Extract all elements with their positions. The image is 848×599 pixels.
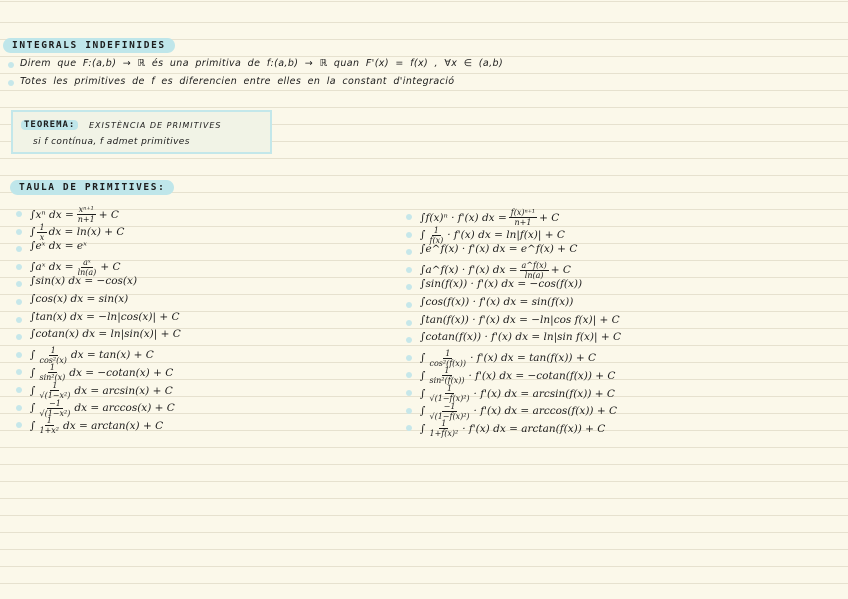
formula-rhs: · f'(x) dx = ln|f(x)| + C (447, 229, 565, 242)
bullet-icon (16, 229, 22, 235)
fraction-numerator: f(x)ⁿ⁺¹ (510, 208, 536, 217)
fraction (427, 384, 471, 403)
formula-rhs: + C (539, 211, 560, 224)
formula (420, 402, 617, 421)
fraction-numerator: 1 (441, 419, 447, 429)
fraction-numerator: aˣ (83, 257, 91, 267)
formula-lhs: ∫cos(f(x)) · f'(x) dx = sin(f(x)) (420, 296, 574, 308)
bullet-icon (406, 337, 412, 343)
fraction (37, 346, 68, 365)
formula-rhs: dx = tan(x) + C (70, 349, 154, 362)
formula-rhs: dx = arctan(x) + C (63, 419, 164, 432)
formula-lhs: ∫ (420, 352, 426, 365)
fraction-denominator: n+1 (514, 218, 532, 227)
formula-rhs: · f'(x) dx = arctan(f(x)) + C (462, 422, 606, 435)
fraction-numerator: 1 (446, 384, 453, 393)
formula-rhs: · f'(x) dx = tan(f(x)) + C (470, 352, 597, 365)
formula-rhs: dx = arccos(x) + C (74, 402, 175, 415)
fraction-denominator: x (39, 232, 45, 242)
fraction-denominator: √(1−f(x)²) (429, 394, 470, 403)
fraction-numerator: 1 (46, 416, 52, 426)
fraction-numerator: 1 (444, 366, 450, 376)
formula-lhs: ∫ (30, 349, 36, 362)
fraction (37, 223, 46, 242)
fraction-denominator: n+1 (77, 215, 95, 224)
fraction (76, 205, 97, 224)
fraction-numerator: 1 (49, 363, 55, 373)
page-title: INTEGRALS INDEFINIDES (3, 38, 175, 53)
formula-rhs: · f'(x) dx = arcsin(f(x)) + C (473, 387, 615, 400)
bullet-icon (16, 211, 22, 217)
formula-lhs: ∫tan(f(x)) · f'(x) dx = −ln|cos f(x)| + C (420, 313, 620, 326)
formula (420, 208, 559, 227)
formula-rhs: · f'(x) dx = −cotan(f(x)) + C (468, 369, 616, 382)
formula (420, 278, 582, 290)
fraction-numerator: −1 (443, 401, 456, 411)
formula (30, 416, 163, 435)
formula-lhs: ∫aˣ dx = (30, 261, 74, 274)
formula-lhs: ∫ (420, 422, 426, 435)
formula (420, 366, 615, 385)
formula-rhs: + C (100, 261, 121, 274)
formula-rhs: dx = arcsin(x) + C (74, 384, 173, 397)
fraction-denominator: sin²(x) (39, 373, 66, 383)
bullet-icon (16, 422, 22, 428)
fraction (37, 399, 72, 418)
bullet-icon (406, 425, 412, 431)
formula (420, 314, 620, 326)
formula-lhs: ∫xⁿ dx = (30, 208, 74, 221)
fraction (427, 349, 468, 368)
bullet-icon (406, 355, 412, 361)
bullet-icon (16, 281, 22, 287)
fraction (427, 226, 445, 245)
bullet-icon (16, 264, 22, 270)
fraction-denominator: cos²(f(x)) (429, 358, 467, 368)
formula-lhs: ∫eˣ dx = eˣ (30, 240, 87, 253)
formula-rhs: dx = ln(x) + C (48, 226, 125, 239)
intro-line: Direm que F:(a,b) → ℝ és una primitiva de f:(a,b) → ℝ quan F'(x) = f(x) , ∀x ∈ (a,b) (20, 58, 504, 69)
bullet-icon (16, 369, 22, 375)
bullet-icon (406, 284, 412, 290)
bullet-icon (406, 267, 412, 273)
formula-lhs: ∫ (30, 384, 36, 397)
bullet-icon (406, 249, 412, 255)
formula-lhs: ∫ (420, 369, 426, 382)
bullet-icon (16, 405, 22, 411)
formula-rhs: + C (550, 264, 571, 277)
fraction (37, 363, 67, 382)
formula (420, 384, 615, 403)
bullet-icon (16, 334, 22, 340)
bullet-icon (406, 232, 412, 238)
fraction (427, 366, 466, 385)
fraction (76, 258, 99, 277)
formula-lhs: ∫a^f(x) · f'(x) dx = (420, 264, 518, 277)
formula-lhs: ∫tan(x) dx = −ln|cos(x)| + C (30, 310, 180, 323)
bullet-icon (16, 246, 22, 252)
fraction-denominator: f(x) (429, 235, 444, 245)
bullet-icon (16, 317, 22, 323)
bullet-icon (16, 299, 22, 305)
formula-lhs: ∫sin(f(x)) · f'(x) dx = −cos(f(x)) (420, 278, 583, 291)
formula (420, 349, 596, 368)
formula-lhs: ∫cos(x) dx = sin(x) (30, 293, 129, 305)
formula-lhs: ∫sin(x) dx = −cos(x) (30, 275, 138, 288)
formula-lhs: ∫f(x)ⁿ · f'(x) dx = (420, 211, 507, 224)
fraction-numerator: 1 (433, 225, 439, 235)
fraction-numerator: xⁿ⁺¹ (78, 205, 94, 214)
formula (30, 346, 154, 365)
bullet-icon (406, 408, 412, 414)
fraction-denominator: √(1−x²) (39, 391, 71, 400)
fraction-numerator: −1 (49, 398, 61, 408)
bullet-icon (406, 302, 412, 308)
bullet-icon (16, 352, 22, 358)
formula (420, 331, 621, 343)
formula (30, 258, 120, 277)
formula-lhs: ∫ (30, 402, 36, 415)
formula-rhs: + C (98, 208, 119, 221)
bullet-icon (406, 372, 412, 378)
formula (30, 275, 137, 287)
formula (420, 243, 577, 255)
fraction-numerator: 1 (50, 345, 56, 355)
formula (420, 419, 605, 438)
formula (30, 399, 175, 418)
formula-lhs: ∫ (30, 419, 36, 432)
fraction-numerator: 1 (39, 222, 45, 232)
formula (30, 328, 181, 340)
fraction-denominator: cos²(x) (39, 355, 67, 365)
fraction-denominator: ln(a) (524, 270, 544, 280)
formula (420, 261, 571, 280)
formula-lhs: ∫e^f(x) · f'(x) dx = e^f(x) + C (420, 243, 578, 256)
fraction-numerator: a^f(x) (521, 260, 547, 270)
formula-lhs: ∫ (30, 226, 36, 239)
formula (30, 381, 173, 400)
formula (30, 240, 87, 252)
fraction (520, 261, 549, 280)
fraction-denominator: √(1−f(x)²) (429, 411, 470, 421)
formula (30, 363, 173, 382)
bullet-icon (406, 320, 412, 326)
fraction (37, 381, 72, 400)
formula-lhs: ∫cotan(f(x)) · f'(x) dx = ln|sin f(x)| + C (420, 331, 622, 344)
fraction (427, 419, 460, 438)
formula (30, 223, 124, 242)
fraction-denominator: sin²(f(x)) (429, 376, 465, 386)
theorem-body: si f contínua, f admet primitives (33, 137, 190, 147)
formula (30, 293, 128, 305)
fraction-denominator: ln(a) (77, 267, 97, 277)
fraction (427, 402, 471, 421)
table-title: TAULA DE PRIMITIVES: (10, 180, 174, 195)
formula-rhs: dx = −cotan(x) + C (69, 366, 174, 379)
fraction-denominator: 1+f(x)² (429, 429, 459, 439)
formula (420, 296, 573, 308)
fraction-numerator: 1 (445, 348, 451, 358)
theorem-box (11, 110, 272, 154)
fraction (37, 416, 61, 435)
formula-lhs: ∫cotan(x) dx = ln|sin(x)| + C (30, 328, 181, 341)
bullet-icon (8, 62, 14, 68)
theorem-label: TEOREMA: (21, 120, 78, 130)
formula-lhs: ∫ (420, 387, 426, 400)
bullet-icon (8, 80, 14, 86)
fraction-denominator: √(1−x²) (39, 408, 71, 418)
fraction-denominator: 1+x² (39, 426, 59, 436)
bullet-icon (406, 214, 412, 220)
theorem-title: EXISTÈNCIA DE PRIMITIVES (89, 121, 222, 130)
bullet-icon (406, 390, 412, 396)
fraction (509, 208, 537, 227)
formula-lhs: ∫ (420, 405, 426, 418)
intro-line: Totes les primitives de f es diferencien entre elles en la constant d'integració (20, 76, 455, 87)
formula-rhs: · f'(x) dx = arccos(f(x)) + C (473, 405, 618, 418)
formula (30, 311, 180, 323)
bullet-icon (16, 387, 22, 393)
formula (30, 205, 119, 224)
formula-lhs: ∫ (420, 229, 426, 242)
formula-lhs: ∫ (30, 366, 36, 379)
fraction-numerator: 1 (52, 381, 58, 390)
formula (420, 226, 565, 245)
